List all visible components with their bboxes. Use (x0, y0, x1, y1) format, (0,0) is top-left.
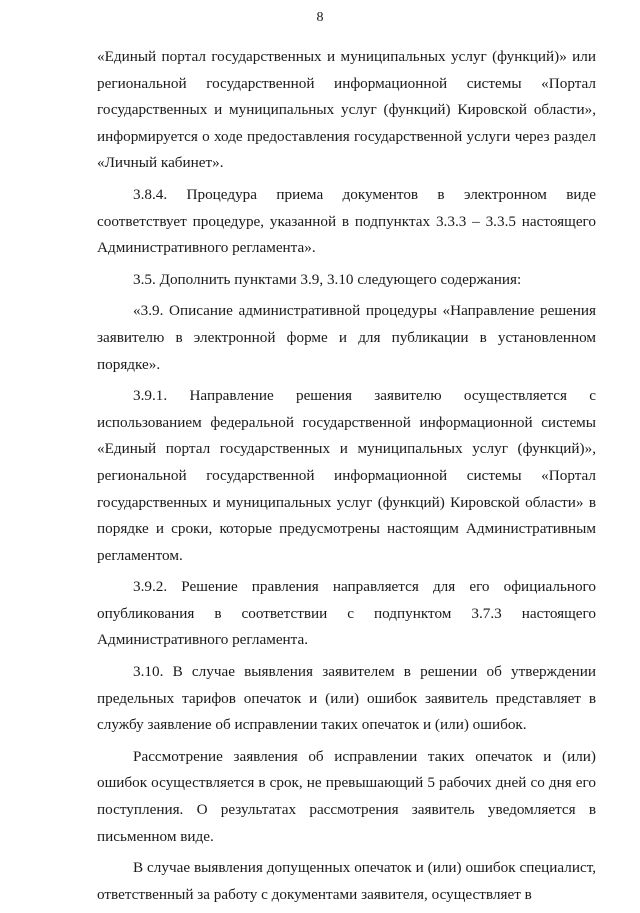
document-body (97, 44, 596, 913)
paragraph-3-5: 3.5. Дополнить пунктами 3.9, 3.10 следующего содержания: (133, 270, 522, 288)
paragraph-3-8-4: 3.8.4. Процедура приема документов в электронном виде соответствует процедуре, указанной в подпунктах 3.3.3 – 3.3.5 настоящего Административного регламента». (97, 185, 596, 257)
paragraph-3-9-1: 3.9.1. Направление решения заявителю осуществляется с использованием федеральной государственной информационной системы «Единый портал государственных и муниципальных услуг (функций)», региональной государственной информационной системы «Портал государственных и муниципальных услуг (функций) Кировской области» в порядке и сроки, которые предусмотрены настоящим Административным регламентом. (97, 387, 596, 564)
paragraph-errors-found: В случае выявления допущенных опечаток и (или) ошибок специалист, ответственный за работу с документами заявителя, осуществляет в (97, 859, 596, 903)
paragraph-3-10: 3.10. В случае выявления заявителем в решении об утверждении предельных тарифов опечаток и (или) ошибок заявитель представляет в службу заявление об исправлении таких опечаток и (или) ошибок. (97, 663, 596, 734)
paragraph-review-term: Рассмотрение заявления об исправлении таких опечаток и (или) ошибок осуществляется в срок, не превышающий 5 рабочих дней со дня его поступления. О результатах рассмотрения заявитель уведомляется в письменном виде. (97, 747, 596, 845)
paragraph-3-9: «3.9. Описание административной процедуры «Направление решения заявителю в электронной форме и для публикации в установленном порядке». (97, 302, 596, 373)
paragraph-3-9-2: 3.9.2. Решение правления направляется для его официального опубликования в соответствии с подпунктом 3.7.3 настоящего Административного регламента. (97, 578, 596, 649)
page-number: 8 (316, 10, 324, 25)
paragraph-continuation: «Единый портал государственных и муниципальных услуг (функций)» или региональной государственной информационной системы «Портал государственных и муниципальных услуг (функций) Кировской области», информируется о ходе предоставления государственной услуги через раздел «Личный кабинет». (97, 48, 596, 172)
